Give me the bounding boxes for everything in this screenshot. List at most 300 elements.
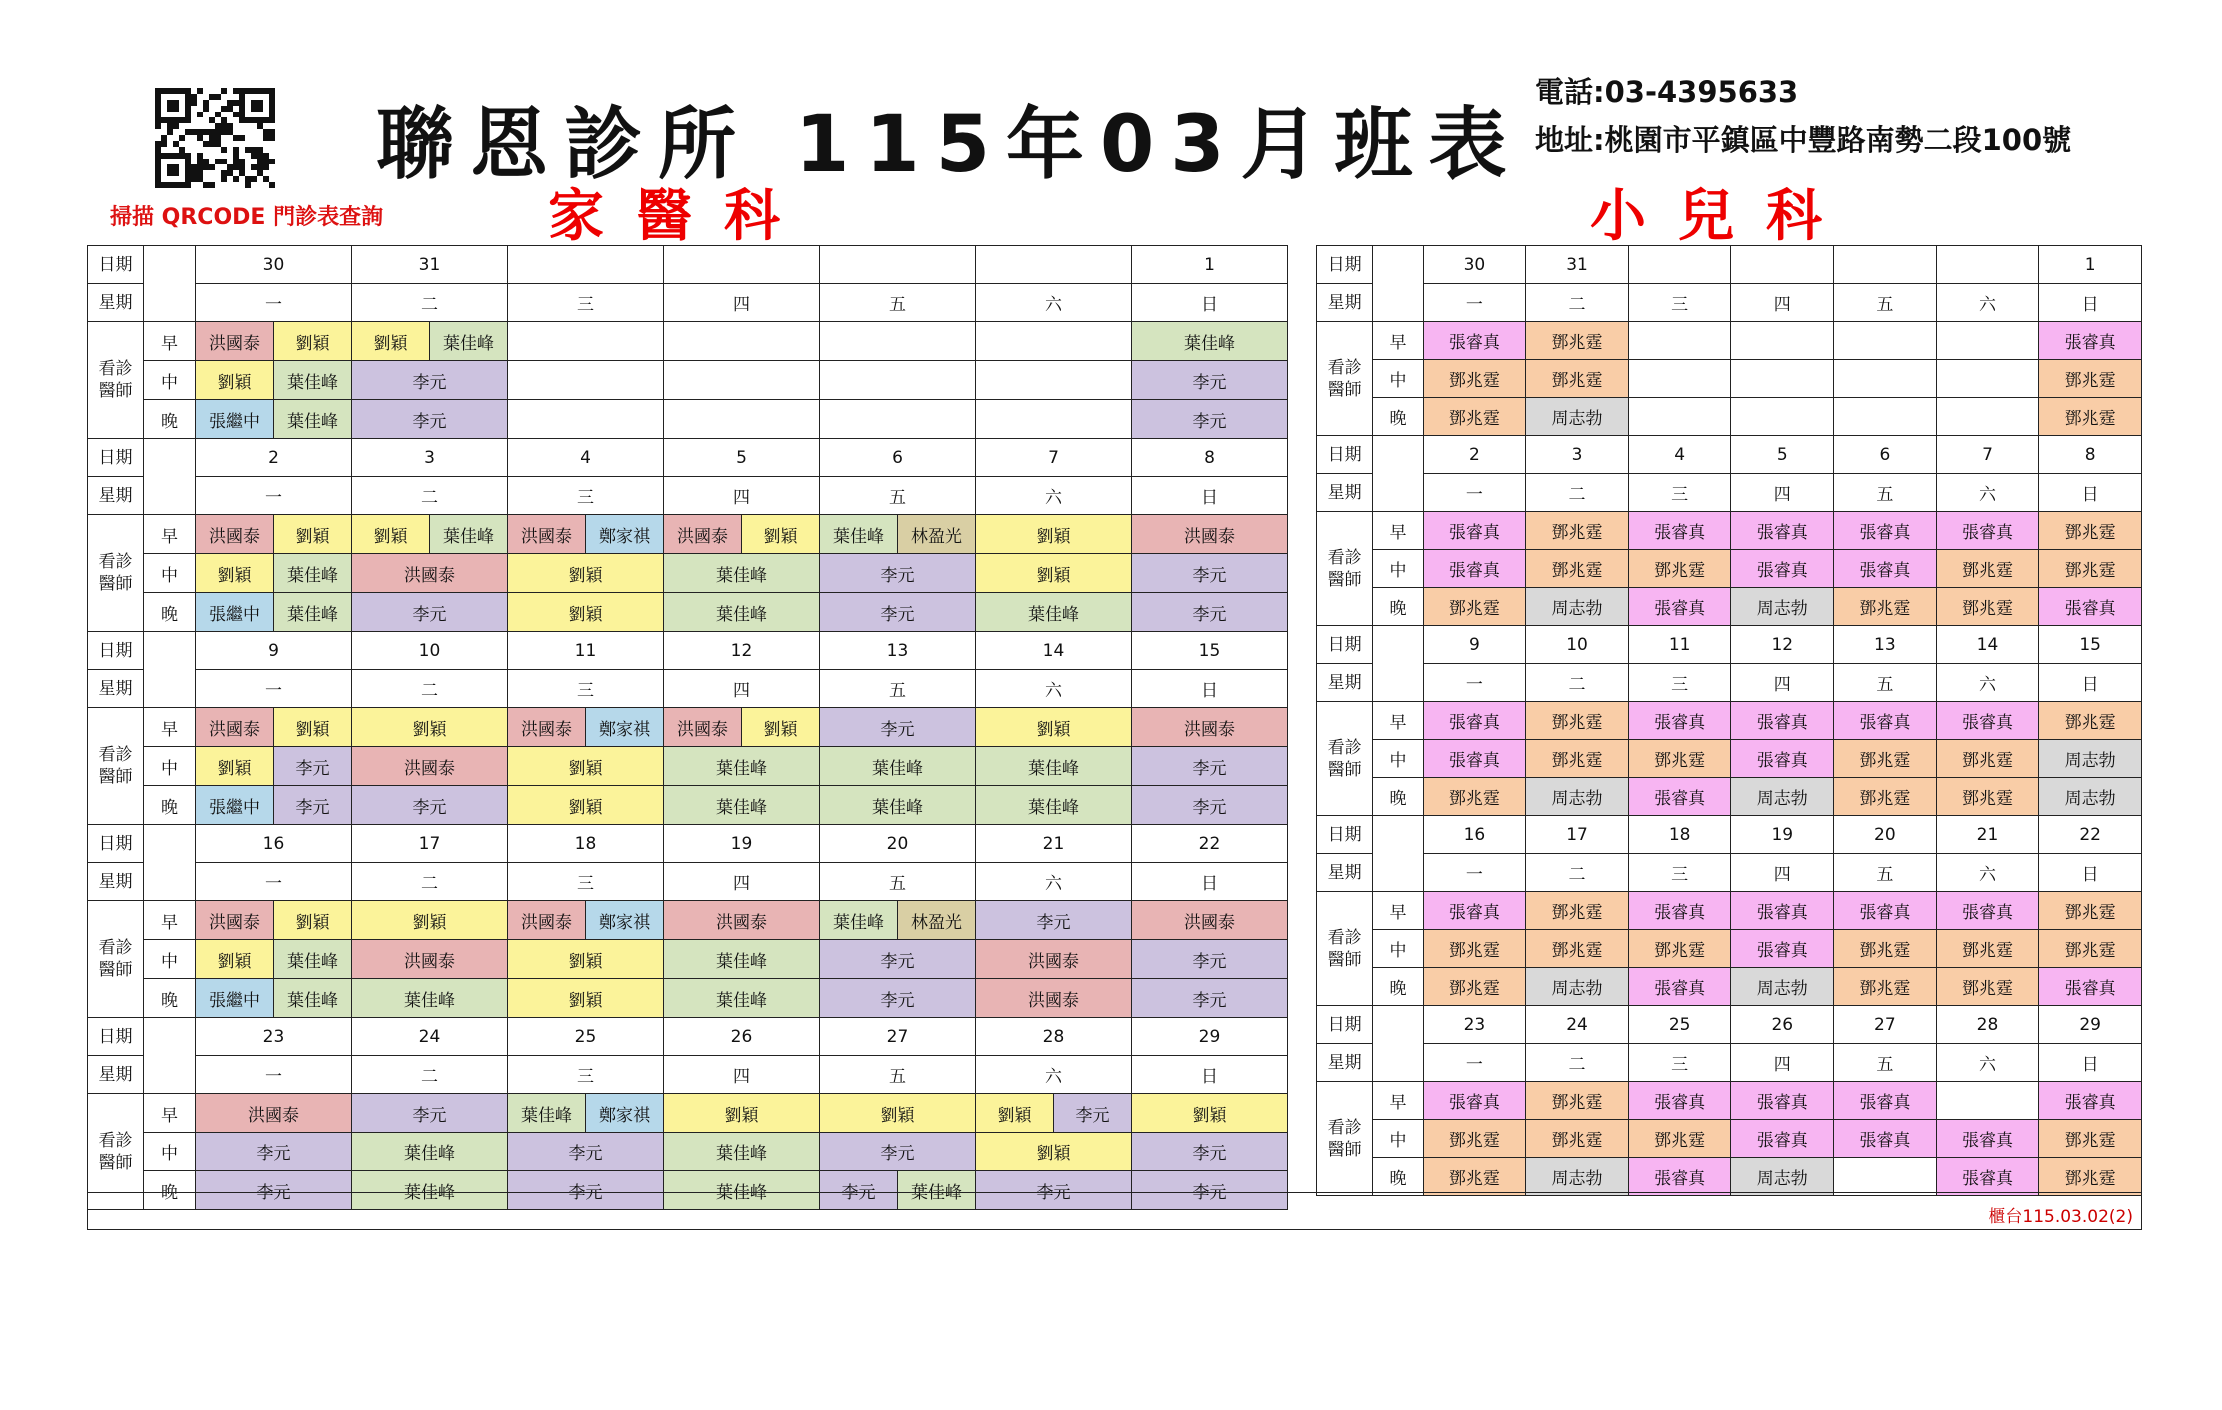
shift-label-afternoon: 中 <box>1373 550 1423 588</box>
shift-label-morning: 早 <box>144 1094 196 1133</box>
shift-cell: 張睿真 <box>1628 968 1731 1006</box>
shift-cell: 葉佳峰 <box>976 747 1132 786</box>
shift-cell: 鄧兆霆 <box>2039 550 2142 588</box>
pediatrics-morning-row <box>1317 702 2142 740</box>
shift-cell: 李元 <box>1132 361 1288 400</box>
weekday-cell: 五 <box>1834 474 1937 512</box>
pediatrics-evening-row <box>1317 1158 2142 1196</box>
date-cell: 4 <box>1628 436 1731 474</box>
shift-cell <box>1936 1082 2039 1120</box>
doctor-name: 葉佳峰 <box>429 515 507 553</box>
shift-cell: 張睿真 <box>1834 1120 1937 1158</box>
shift-cell <box>1936 360 2039 398</box>
shift-cell: 葉佳峰 <box>664 554 820 593</box>
shift-cell: 李元 <box>1132 554 1288 593</box>
shift-cell <box>352 515 508 554</box>
date-cell: 26 <box>1731 1006 1834 1044</box>
shift-cell <box>196 786 352 825</box>
shift-label-afternoon: 中 <box>144 1133 196 1171</box>
shift-cell: 鄧兆霆 <box>1936 588 2039 626</box>
shift-cell <box>1834 1158 1937 1196</box>
shift-cell: 鄧兆霆 <box>1423 360 1526 398</box>
pediatrics-afternoon-row <box>1317 360 2142 398</box>
shift-cell: 洪國泰 <box>1132 708 1288 747</box>
shift-cell <box>1834 398 1937 436</box>
pediatrics-evening-row <box>1317 968 2142 1006</box>
shift-cell: 葉佳峰 <box>352 1171 508 1210</box>
doctor-label: 看診醫師 <box>88 322 144 439</box>
shift-cell: 洪國泰 <box>352 554 508 593</box>
shift-cell: 張睿真 <box>1628 1158 1731 1196</box>
shift-cell: 鄧兆霆 <box>1834 930 1937 968</box>
date-cell: 27 <box>1834 1006 1937 1044</box>
date-cell: 30 <box>196 246 352 284</box>
shift-cell: 張睿真 <box>1423 740 1526 778</box>
weekday-cell: 四 <box>664 284 820 322</box>
shift-cell <box>508 901 664 940</box>
weekday-cell: 三 <box>1628 854 1731 892</box>
doctor-name: 李元 <box>273 786 351 824</box>
shift-cell: 張睿真 <box>1731 1082 1834 1120</box>
pediatrics-afternoon-row <box>1317 1120 2142 1158</box>
doctor-name: 洪國泰 <box>664 515 741 553</box>
date-cell: 25 <box>1628 1006 1731 1044</box>
pediatrics-afternoon-row <box>1317 740 2142 778</box>
shift-cell: 李元 <box>196 1133 352 1171</box>
blank-cell <box>1373 246 1423 322</box>
date-cell: 12 <box>1731 626 1834 664</box>
pediatrics-schedule-table <box>1316 245 2142 1196</box>
shift-cell <box>196 940 352 979</box>
shift-cell: 李元 <box>820 708 976 747</box>
date-cell: 26 <box>664 1018 820 1056</box>
doctor-name: 劉穎 <box>352 322 429 360</box>
shift-cell <box>976 400 1132 439</box>
blank-cell <box>1373 1006 1423 1082</box>
shift-cell: 李元 <box>1132 1133 1288 1171</box>
doctor-label: 看診醫師 <box>1317 512 1373 626</box>
shift-cell: 鄧兆霆 <box>1834 778 1937 816</box>
doctor-name: 洪國泰 <box>196 322 273 360</box>
family-evening-row <box>88 786 1288 825</box>
doctor-label: 看診醫師 <box>88 708 144 825</box>
doctor-label: 看診醫師 <box>88 901 144 1018</box>
shift-cell: 葉佳峰 <box>820 786 976 825</box>
shift-label-afternoon: 中 <box>1373 740 1423 778</box>
date-cell: 18 <box>1628 816 1731 854</box>
shift-cell: 李元 <box>352 786 508 825</box>
weekday-label: 星期 <box>88 284 144 322</box>
shift-cell: 鄧兆霆 <box>2039 1120 2142 1158</box>
shift-cell: 張睿真 <box>1936 892 2039 930</box>
blank-cell <box>144 632 196 708</box>
blank-cell <box>1373 436 1423 512</box>
shift-cell: 鄧兆霆 <box>1936 778 2039 816</box>
shift-cell: 周志勃 <box>1526 588 1629 626</box>
weekday-cell: 四 <box>664 670 820 708</box>
shift-cell: 李元 <box>820 979 976 1018</box>
date-cell: 10 <box>1526 626 1629 664</box>
shift-cell: 洪國泰 <box>1132 515 1288 554</box>
weekday-cell: 六 <box>1936 284 2039 322</box>
shift-cell <box>508 322 664 361</box>
family-date-row <box>88 439 1288 477</box>
weekday-cell: 六 <box>976 477 1132 515</box>
date-cell: 25 <box>508 1018 664 1056</box>
weekday-cell: 四 <box>1731 284 1834 322</box>
date-cell: 20 <box>1834 816 1937 854</box>
shift-cell: 劉穎 <box>976 515 1132 554</box>
shift-cell: 鄧兆霆 <box>1936 740 2039 778</box>
shift-cell: 鄧兆霆 <box>2039 892 2142 930</box>
date-cell: 6 <box>1834 436 1937 474</box>
doctor-name: 劉穎 <box>273 708 351 746</box>
doctor-name: 張繼中 <box>196 400 273 438</box>
weekday-cell: 五 <box>1834 1044 1937 1082</box>
shift-label-morning: 早 <box>144 708 196 747</box>
family-weekday-row <box>88 863 1288 901</box>
weekday-cell: 日 <box>1132 284 1288 322</box>
doctor-name: 洪國泰 <box>508 901 585 939</box>
family-afternoon-row <box>88 1133 1288 1171</box>
blank-cell <box>1373 816 1423 892</box>
doctor-name: 洪國泰 <box>196 708 273 746</box>
pediatrics-evening-row <box>1317 588 2142 626</box>
weekday-cell: 二 <box>1526 664 1629 702</box>
shift-cell: 鄧兆霆 <box>1834 968 1937 1006</box>
date-cell <box>664 246 820 284</box>
shift-cell: 鄧兆霆 <box>1423 588 1526 626</box>
shift-cell: 張睿真 <box>1423 702 1526 740</box>
shift-cell: 鄧兆霆 <box>1936 930 2039 968</box>
shift-label-afternoon: 中 <box>1373 1120 1423 1158</box>
shift-cell <box>1936 322 2039 360</box>
shift-cell: 李元 <box>820 593 976 632</box>
date-cell: 24 <box>1526 1006 1629 1044</box>
shift-cell: 李元 <box>352 361 508 400</box>
shift-label-morning: 早 <box>1373 322 1423 360</box>
blank-cell <box>144 1018 196 1094</box>
date-cell: 5 <box>664 439 820 477</box>
shift-cell: 李元 <box>1132 1171 1288 1210</box>
date-cell: 14 <box>976 632 1132 670</box>
shift-cell <box>664 400 820 439</box>
pediatrics-evening-row <box>1317 398 2142 436</box>
doctor-name: 李元 <box>820 1171 897 1209</box>
shift-cell: 周志勃 <box>1731 1158 1834 1196</box>
shift-cell: 周志勃 <box>1526 1158 1629 1196</box>
shift-cell: 鄧兆霆 <box>2039 1158 2142 1196</box>
date-label: 日期 <box>1317 816 1373 854</box>
date-cell: 3 <box>1526 436 1629 474</box>
doctor-name: 鄭家祺 <box>585 1094 663 1132</box>
shift-cell: 葉佳峰 <box>664 1133 820 1171</box>
weekday-cell: 四 <box>664 863 820 901</box>
weekday-cell: 一 <box>196 670 352 708</box>
date-cell: 10 <box>352 632 508 670</box>
weekday-cell: 日 <box>1132 670 1288 708</box>
shift-cell <box>664 322 820 361</box>
shift-cell: 鄧兆霆 <box>1423 398 1526 436</box>
date-cell: 14 <box>1936 626 2039 664</box>
clinic-phone: 電話:03-4395633 <box>1535 75 1799 109</box>
shift-cell: 鄧兆霆 <box>1834 588 1937 626</box>
date-cell: 16 <box>196 825 352 863</box>
date-cell: 3 <box>352 439 508 477</box>
weekday-cell: 二 <box>1526 474 1629 512</box>
shift-cell: 張睿真 <box>2039 968 2142 1006</box>
doctor-name: 洪國泰 <box>508 515 585 553</box>
shift-cell: 鄧兆霆 <box>1423 930 1526 968</box>
shift-cell: 周志勃 <box>1731 778 1834 816</box>
shift-cell <box>196 400 352 439</box>
date-cell: 2 <box>196 439 352 477</box>
shift-cell: 鄧兆霆 <box>1526 1082 1629 1120</box>
shift-cell: 洪國泰 <box>976 979 1132 1018</box>
date-cell <box>1628 246 1731 284</box>
weekday-cell: 二 <box>1526 854 1629 892</box>
weekday-cell: 日 <box>1132 1056 1288 1094</box>
doctor-label: 看診醫師 <box>1317 1082 1373 1196</box>
pediatrics-weekday-row <box>1317 474 2142 512</box>
weekday-cell: 二 <box>352 1056 508 1094</box>
shift-label-afternoon: 中 <box>1373 360 1423 398</box>
weekday-cell: 三 <box>1628 1044 1731 1082</box>
shift-cell: 李元 <box>976 901 1132 940</box>
doctor-name: 劉穎 <box>273 322 351 360</box>
weekday-cell: 四 <box>664 477 820 515</box>
shift-cell: 張睿真 <box>1936 1120 2039 1158</box>
shift-label-morning: 早 <box>1373 892 1423 930</box>
doctor-name: 劉穎 <box>196 747 273 785</box>
date-label: 日期 <box>1317 1006 1373 1044</box>
shift-cell <box>664 361 820 400</box>
pediatrics-morning-row <box>1317 1082 2142 1120</box>
shift-cell: 張睿真 <box>2039 1082 2142 1120</box>
weekday-cell: 五 <box>820 670 976 708</box>
weekday-cell: 日 <box>2039 664 2142 702</box>
shift-label-evening: 晚 <box>144 593 196 632</box>
shift-cell <box>820 400 976 439</box>
weekday-cell: 二 <box>1526 1044 1629 1082</box>
shift-cell: 劉穎 <box>508 593 664 632</box>
page-title: 聯恩診所 115年03月班表 <box>376 100 1523 190</box>
date-cell <box>1936 246 2039 284</box>
doctor-name: 鄭家祺 <box>585 901 663 939</box>
shift-label-evening: 晚 <box>1373 588 1423 626</box>
date-cell: 15 <box>2039 626 2142 664</box>
family-morning-row <box>88 515 1288 554</box>
shift-cell: 李元 <box>1132 940 1288 979</box>
doctor-name: 劉穎 <box>196 940 273 978</box>
weekday-cell: 四 <box>1731 474 1834 512</box>
family-date-row <box>88 246 1288 284</box>
shift-cell: 鄧兆霆 <box>1936 550 2039 588</box>
weekday-cell: 一 <box>196 1056 352 1094</box>
shift-cell: 葉佳峰 <box>976 593 1132 632</box>
shift-cell <box>664 515 820 554</box>
blank-cell <box>144 439 196 515</box>
doctor-name: 劉穎 <box>273 901 351 939</box>
shift-cell: 劉穎 <box>664 1094 820 1133</box>
shift-cell <box>1731 398 1834 436</box>
date-cell: 17 <box>352 825 508 863</box>
shift-cell <box>508 361 664 400</box>
date-cell: 17 <box>1526 816 1629 854</box>
doctor-name: 鄭家祺 <box>585 708 663 746</box>
shift-cell: 張睿真 <box>1731 512 1834 550</box>
weekday-cell: 三 <box>508 1056 664 1094</box>
doctor-name: 葉佳峰 <box>820 901 897 939</box>
shift-cell: 劉穎 <box>1132 1094 1288 1133</box>
weekday-cell: 四 <box>664 1056 820 1094</box>
weekday-label: 星期 <box>1317 284 1373 322</box>
schedule-footer <box>87 1192 2142 1230</box>
family-evening-row <box>88 400 1288 439</box>
weekday-label: 星期 <box>88 1056 144 1094</box>
weekday-cell: 三 <box>1628 284 1731 322</box>
shift-cell: 張睿真 <box>1731 702 1834 740</box>
shift-cell: 葉佳峰 <box>820 747 976 786</box>
shift-cell: 李元 <box>1132 400 1288 439</box>
shift-label-afternoon: 中 <box>144 554 196 593</box>
family-weekday-row <box>88 477 1288 515</box>
shift-cell: 鄧兆霆 <box>1628 550 1731 588</box>
shift-cell: 李元 <box>508 1133 664 1171</box>
shift-cell: 張睿真 <box>1423 512 1526 550</box>
date-label: 日期 <box>1317 626 1373 664</box>
date-label: 日期 <box>88 246 144 284</box>
shift-cell: 劉穎 <box>820 1094 976 1133</box>
shift-cell: 張睿真 <box>1731 550 1834 588</box>
shift-cell: 鄧兆霆 <box>1834 740 1937 778</box>
shift-label-morning: 早 <box>1373 1082 1423 1120</box>
weekday-cell: 日 <box>1132 863 1288 901</box>
date-cell: 1 <box>1132 246 1288 284</box>
shift-cell <box>820 361 976 400</box>
shift-cell <box>1628 322 1731 360</box>
shift-label-evening: 晚 <box>144 400 196 439</box>
shift-cell: 葉佳峰 <box>976 786 1132 825</box>
date-label: 日期 <box>88 439 144 477</box>
weekday-cell: 一 <box>1423 664 1526 702</box>
shift-cell: 鄧兆霆 <box>1628 740 1731 778</box>
pediatrics-date-row <box>1317 1006 2142 1044</box>
pediatrics-morning-row <box>1317 512 2142 550</box>
shift-cell: 葉佳峰 <box>352 1133 508 1171</box>
doctor-name: 洪國泰 <box>664 708 741 746</box>
weekday-cell: 一 <box>196 477 352 515</box>
weekday-cell: 日 <box>2039 284 2142 322</box>
shift-cell: 洪國泰 <box>352 940 508 979</box>
shift-label-morning: 早 <box>1373 702 1423 740</box>
shift-cell <box>196 747 352 786</box>
date-cell: 28 <box>1936 1006 2039 1044</box>
weekday-cell: 三 <box>1628 474 1731 512</box>
doctor-name: 林盈光 <box>897 515 975 553</box>
shift-cell <box>1936 398 2039 436</box>
date-cell: 12 <box>664 632 820 670</box>
shift-cell: 劉穎 <box>976 1133 1132 1171</box>
shift-cell: 葉佳峰 <box>664 1171 820 1210</box>
schedule-version: 櫃台115.03.02(2) <box>1988 1207 2133 1227</box>
shift-cell: 張睿真 <box>1628 702 1731 740</box>
shift-cell <box>1834 360 1937 398</box>
shift-label-morning: 早 <box>144 322 196 361</box>
doctor-name: 葉佳峰 <box>273 593 351 631</box>
doctor-name: 洪國泰 <box>196 515 273 553</box>
weekday-cell: 一 <box>196 863 352 901</box>
shift-cell: 張睿真 <box>1834 892 1937 930</box>
shift-cell: 葉佳峰 <box>1132 322 1288 361</box>
shift-cell: 鄧兆霆 <box>1936 968 2039 1006</box>
date-cell: 29 <box>2039 1006 2142 1044</box>
doctor-name: 劉穎 <box>196 361 273 399</box>
shift-cell: 劉穎 <box>352 708 508 747</box>
shift-label-evening: 晚 <box>1373 778 1423 816</box>
family-date-row <box>88 825 1288 863</box>
shift-cell: 張睿真 <box>1731 1120 1834 1158</box>
weekday-label: 星期 <box>1317 1044 1373 1082</box>
weekday-label: 星期 <box>88 477 144 515</box>
weekday-cell: 六 <box>976 863 1132 901</box>
shift-cell <box>1628 398 1731 436</box>
date-cell <box>1834 246 1937 284</box>
weekday-cell: 一 <box>1423 284 1526 322</box>
doctor-name: 劉穎 <box>196 554 273 592</box>
date-cell: 30 <box>1423 246 1526 284</box>
weekday-cell: 六 <box>1936 474 2039 512</box>
date-cell: 31 <box>1526 246 1629 284</box>
date-cell: 7 <box>1936 436 2039 474</box>
shift-cell: 鄧兆霆 <box>1423 1120 1526 1158</box>
family-weekday-row <box>88 670 1288 708</box>
shift-label-morning: 早 <box>1373 512 1423 550</box>
doctor-name: 葉佳峰 <box>273 979 351 1017</box>
weekday-cell: 五 <box>820 477 976 515</box>
pediatrics-date-row <box>1317 246 2142 284</box>
shift-cell <box>976 1094 1132 1133</box>
shift-cell <box>1834 322 1937 360</box>
pediatrics-date-row <box>1317 436 2142 474</box>
family-weekday-row <box>88 1056 1288 1094</box>
date-cell: 9 <box>196 632 352 670</box>
shift-cell: 李元 <box>820 1133 976 1171</box>
doctor-label: 看診醫師 <box>1317 892 1373 1006</box>
weekday-cell: 五 <box>1834 854 1937 892</box>
weekday-cell: 五 <box>1834 284 1937 322</box>
date-cell: 28 <box>976 1018 1132 1056</box>
shift-label-evening: 晚 <box>144 979 196 1018</box>
pediatrics-date-row <box>1317 816 2142 854</box>
pediatrics-evening-row <box>1317 778 2142 816</box>
date-label: 日期 <box>88 825 144 863</box>
shift-label-morning: 早 <box>144 515 196 554</box>
weekday-cell: 日 <box>2039 854 2142 892</box>
weekday-cell: 三 <box>508 284 664 322</box>
weekday-cell: 四 <box>1731 854 1834 892</box>
department-pediatrics-title: 小兒科 <box>1590 184 1854 249</box>
shift-cell: 張睿真 <box>2039 588 2142 626</box>
shift-cell: 張睿真 <box>1423 892 1526 930</box>
date-label: 日期 <box>88 1018 144 1056</box>
doctor-name: 張繼中 <box>196 593 273 631</box>
shift-cell: 李元 <box>976 1171 1132 1210</box>
shift-cell: 李元 <box>508 1171 664 1210</box>
date-cell <box>820 246 976 284</box>
family-evening-row <box>88 979 1288 1018</box>
family-weekday-row <box>88 284 1288 322</box>
